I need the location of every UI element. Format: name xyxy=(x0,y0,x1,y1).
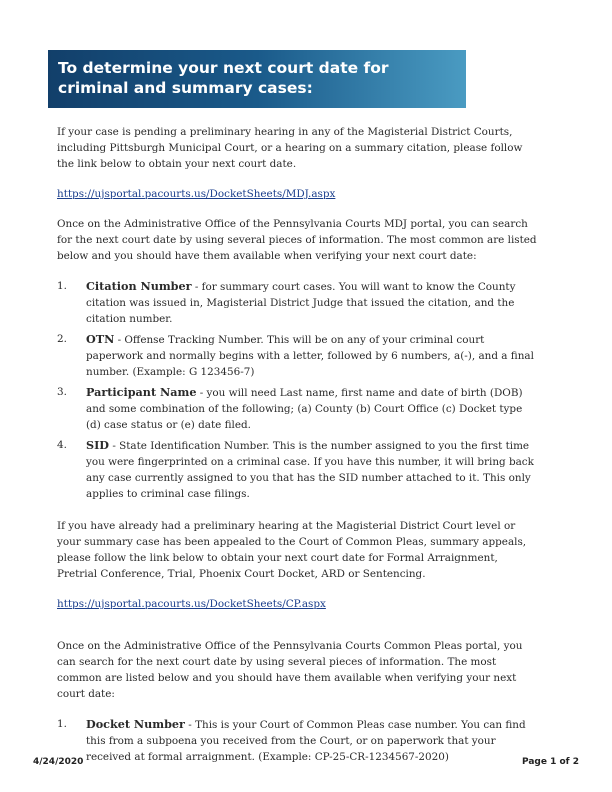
document-body xyxy=(57,124,537,781)
cp-portal-link[interactable]: https://ujsportal.pacourts.us/DocketSheets/CP.aspx xyxy=(57,598,326,610)
list-item xyxy=(57,716,537,765)
list-description: - State Identification Number. This is the number assigned to you the first time you were fingerprinted on a criminal case. If you have this number, it will bring back any case currently assigned to you that has the SID number attached to it. This only applies to criminal case filings. xyxy=(86,440,534,500)
list-term: Participant Name xyxy=(86,385,197,399)
intro-paragraph: If your case is pending a preliminary hearing in any of the Magisterial District Courts, including Pittsburgh Municipal Court, or a hearing on a summary citation, please follow the link below to obtain your next court date. xyxy=(57,126,523,170)
list-term: OTN xyxy=(86,332,115,346)
section-heading: To determine your next court date for criminal and summary cases: xyxy=(58,59,389,97)
cp-portal-paragraph: Once on the Administrative Office of the Pennsylvania Courts Common Pleas portal, you can search for the next court date by using several pieces of information. The most common are listed below and you should have them available when verifying your next court date: xyxy=(57,640,523,700)
list-description: - for summary court cases. You will want to know the County citation was issued in, Magisterial District Judge that issued the citation, and the citation number. xyxy=(86,281,516,325)
list-number: 4. xyxy=(57,439,67,451)
list-item xyxy=(57,384,537,433)
list-number: 1. xyxy=(57,718,67,730)
list-description: - Offense Tracking Number. This will be on any of your criminal court paperwork and normally begins with a letter, followed by 6 numbers, a(-), and a final number. (Example: G 123456-7) xyxy=(86,334,534,378)
list-item xyxy=(57,331,537,380)
footer-page-number: Page 1 of 2 xyxy=(522,757,579,767)
mdj-portal-link[interactable]: https://ujsportal.pacourts.us/DocketSheets/MDJ.aspx xyxy=(57,188,336,200)
cp-link-paragraph xyxy=(57,596,537,612)
mdj-link-paragraph xyxy=(57,186,537,202)
list-number: 2. xyxy=(57,333,67,345)
list-term: Citation Number xyxy=(86,279,192,293)
list-number: 3. xyxy=(57,386,67,398)
section-heading-banner xyxy=(48,50,466,108)
list-description: - you will need Last name, first name and date of birth (DOB) and some combination of the following; (a) County (b) Court Office (c) Docket type (d) case status or (e) date filed. xyxy=(86,387,523,431)
preliminary-hearing-paragraph: If you have already had a preliminary hearing at the Magisterial District Court level or your summary case has been appealed to the Court of Common Pleas, summary appeals, please follow the link below to obtain your next court date for Formal Arraignment, Pretrial Conference, Trial, Phoenix Court Docket, ARD or Sentencing. xyxy=(57,520,527,580)
list-description: - This is your Court of Common Pleas case number. You can find this from a subpoena you received from the Court, or on paperwork that your received at formal arraignment. (Example: CP-25-CR-1234567-2020) xyxy=(86,719,526,763)
cp-search-list xyxy=(57,716,537,765)
list-item xyxy=(57,437,537,502)
list-term: Docket Number xyxy=(86,717,185,731)
mdj-portal-paragraph: Once on the Administrative Office of the Pennsylvania Courts MDJ portal, you can search for the next court date by using several pieces of information. The most common are listed below and you should have them available when verifying your next court date: xyxy=(57,218,537,262)
mdj-search-list xyxy=(57,278,537,502)
list-item xyxy=(57,278,537,327)
footer-date: 4/24/2020 xyxy=(33,757,84,767)
list-number: 1. xyxy=(57,280,67,292)
list-term: SID xyxy=(86,438,110,452)
